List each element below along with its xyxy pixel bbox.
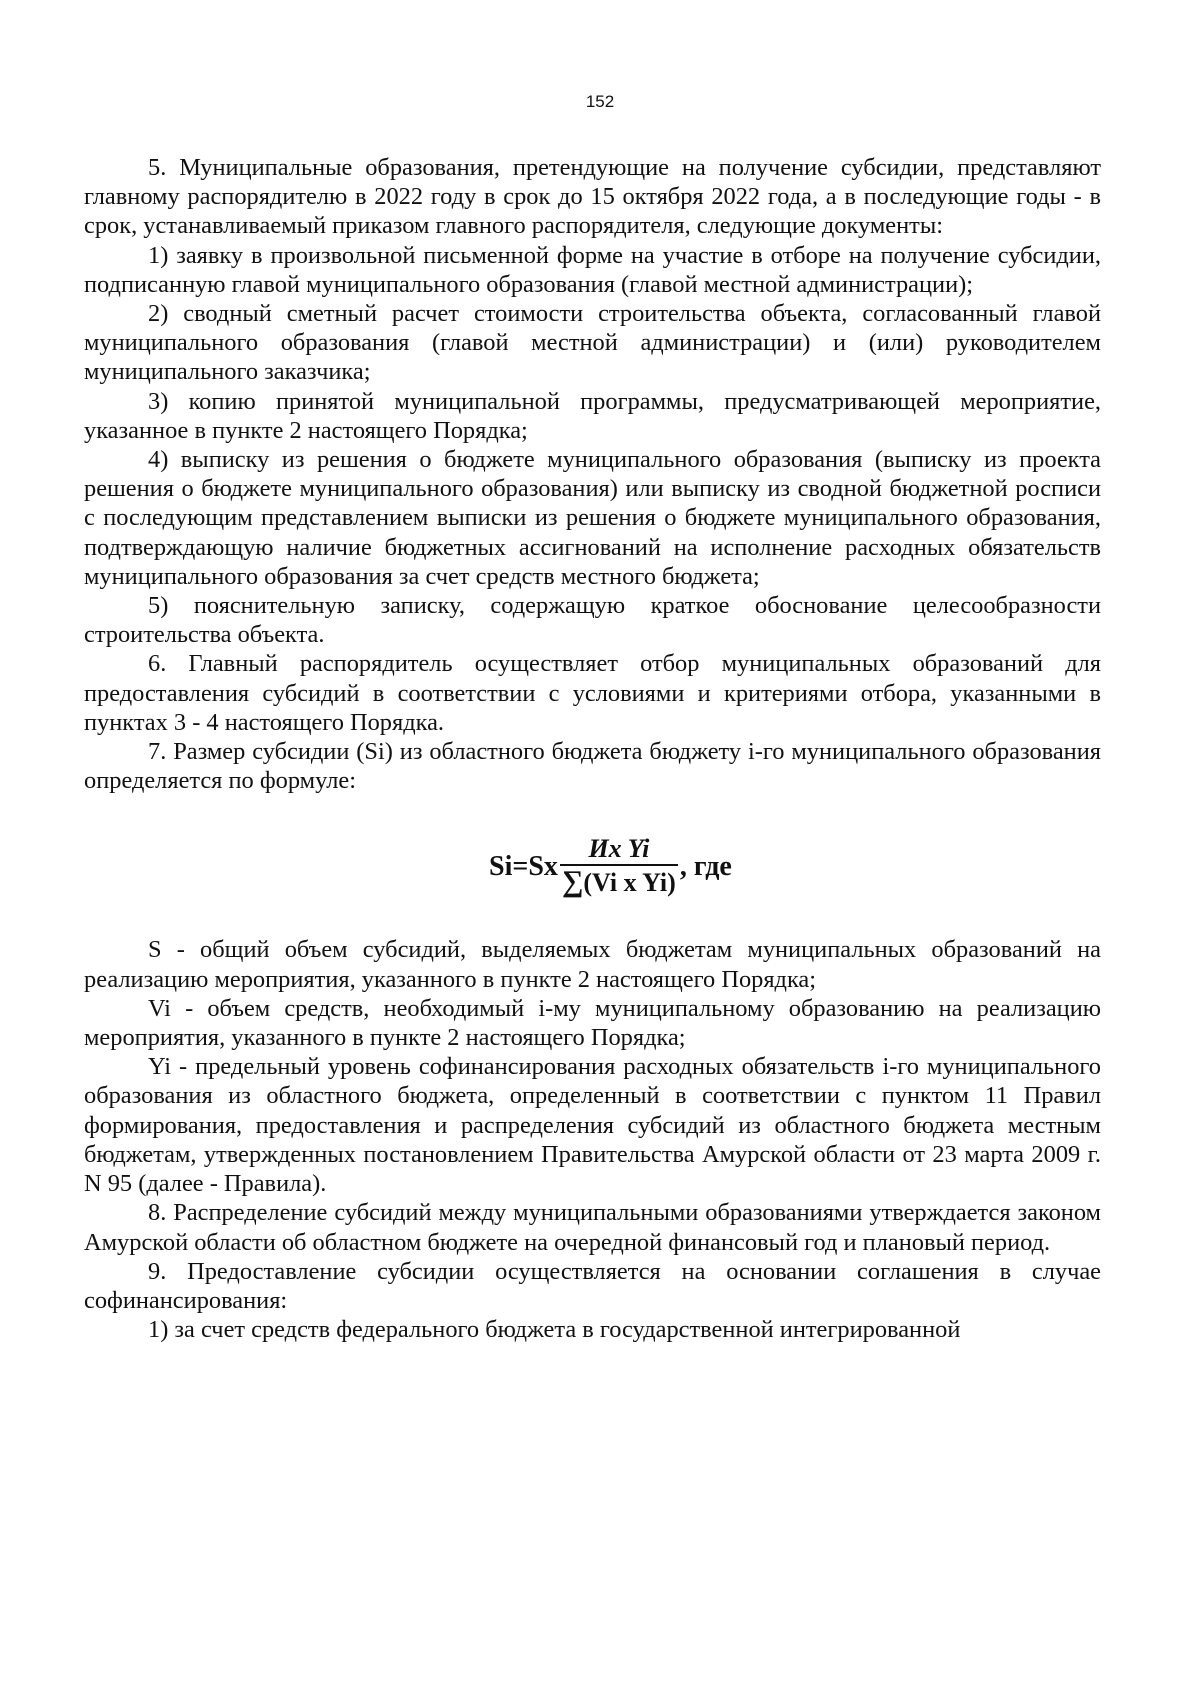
subsidy-formula: [84, 795, 1101, 935]
paragraph-8: 8. Распределение субсидий между муниципальными образованиями утверждается законом Амурской области об областном бюджете на очередной финансовый год и плановый период.: [84, 1199, 1101, 1256]
definition-vi: Vi - объем средств, необходимый i-му муниципальному образованию на реализацию мероприятия, указанного в пункте 2 настоящего Порядка;: [84, 994, 1101, 1052]
formula-lhs: Si: [489, 851, 513, 883]
formula-fraction: [560, 835, 678, 898]
document-body: [84, 153, 1101, 1344]
formula-denominator: (Vi x Yi): [583, 868, 676, 898]
paragraph-5-3: 3) копию принятой муниципальной программы, предусматривающей мероприятие, указанное в пункте 2 настоящего Порядка;: [84, 387, 1101, 444]
definition-yi: Yi - предельный уровень софинансирования расходных обязательств i-го муниципального образования из областного бюджета, определенный в соответствии с пунктом 11 Правил формирования, предоставления и распределения субсидий из областного бюджета местным бюджетам, утвержденных постановлением Правительства Амурской области от 23 марта 2009 г. N 95 (далее - Правила).: [84, 1053, 1101, 1198]
paragraph-6: 6. Главный распорядитель осуществляет отбор муниципальных образований для предоставления субсидий в соответствии с условиями и критериями отбора, указанными в пунктах 3 - 4 настоящего Порядка.: [84, 650, 1101, 736]
paragraph-7: 7. Размер субсидии (Si) из областного бюджета бюджету i-го муниципального образования определяется по формуле:: [84, 738, 1101, 795]
paragraph-5-1: 1) заявку в произвольной письменной форме на участие в отборе на получение субсидии, подписанную главой муниципального образования (главой местной администрации);: [84, 241, 1101, 298]
formula-suffix: , где: [679, 851, 732, 883]
formula-equals: =: [512, 851, 529, 883]
paragraph-5-4: 4) выписку из решения о бюджете муниципального образования (выписку из проекта решения о бюджете муниципального образования) или выписку из сводной бюджетной росписи с последующим представлением выписки из решения о бюджете муниципального образования, подтверждающую наличие бюджетных ассигнований на исполнение расходных обязательств муниципального образования за счет средств местного бюджета;: [84, 446, 1101, 590]
paragraph-5: 5. Муниципальные образования, претендующие на получение субсидии, представляют главному распорядителю в 2022 году в срок до 15 октября 2022 года, а в последующие годы - в срок, устанавливаемый приказом главного распорядителя, следующие документы:: [84, 154, 1101, 240]
formula-numerator: Иx Yi: [588, 834, 650, 864]
sum-sign: ∑: [562, 865, 584, 899]
paragraph-9-1: 1) за счет средств федерального бюджета в государственной интегрированной: [148, 1316, 961, 1344]
page-number: 152: [585, 92, 615, 111]
paragraph-9: 9. Предоставление субсидии осуществляется на основании соглашения в случае софинансирования:: [84, 1257, 1101, 1314]
formula-s-times: Sx: [528, 851, 558, 883]
paragraph-5-2: 2) сводный сметный расчет стоимости строительства объекта, согласованный главой муниципального образования (главой местной администрации) и (или) руководителем муниципального заказчика;: [84, 300, 1101, 386]
paragraph-5-5: 5) пояснительную записку, содержащую краткое обоснование целесообразности строительства объекта.: [84, 592, 1101, 649]
definition-s: S - общий объем субсидий, выделяемых бюджетам муниципальных образований на реализацию мероприятия, указанного в пункте 2 настоящего Порядка;: [84, 936, 1101, 993]
formula-denominator-wrap: [562, 866, 676, 898]
